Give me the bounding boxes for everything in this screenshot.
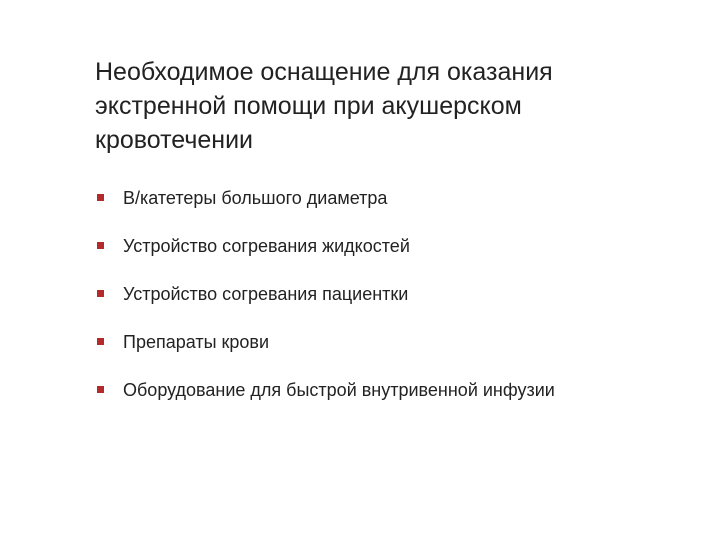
bullet-item <box>95 187 655 209</box>
square-bullet-icon <box>97 386 104 393</box>
bullet-text: Препараты крови <box>123 332 270 352</box>
bullet-text: Устройство согревания жидкостей <box>123 236 410 256</box>
bullet-item <box>95 235 655 257</box>
bullet-list <box>95 187 655 427</box>
bullet-text: Оборудование для быстрой внутривенной инфузии <box>123 380 555 400</box>
bullet-text: Устройство согревания пациентки <box>123 284 409 304</box>
square-bullet-icon <box>97 194 104 201</box>
square-bullet-icon <box>97 290 104 297</box>
bullet-item <box>95 283 655 305</box>
bullet-text: В/катетеры большого диаметра <box>123 188 388 208</box>
bullet-item <box>95 331 655 353</box>
slide-title: Необходимое оснащение для оказания экстренной помощи при акушерском кровотечении <box>95 58 553 154</box>
square-bullet-icon <box>97 242 104 249</box>
bullet-item <box>95 379 655 401</box>
square-bullet-icon <box>97 338 104 345</box>
